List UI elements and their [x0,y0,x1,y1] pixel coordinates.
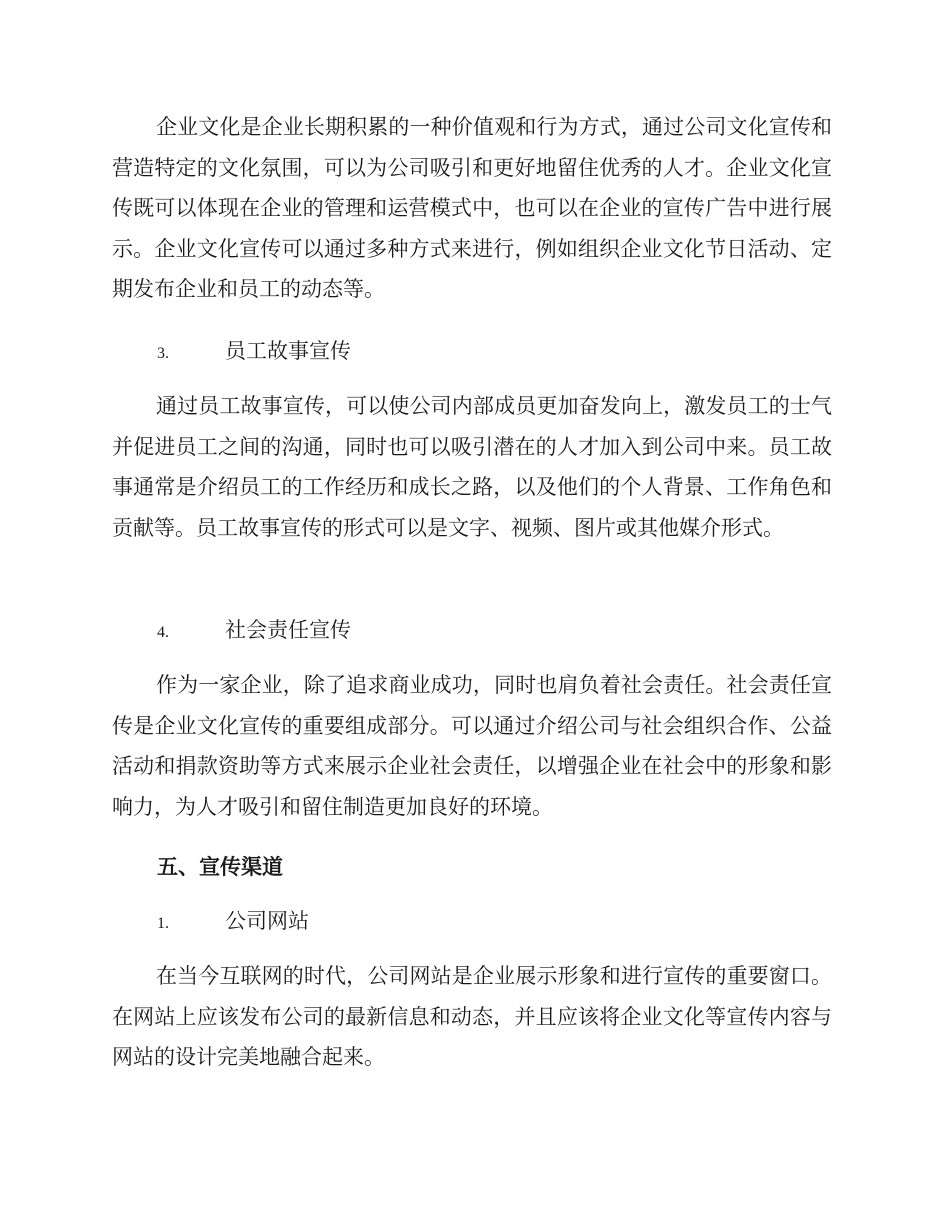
paragraph-corporate-culture: 企业文化是企业长期积累的一种价值观和行为方式，通过公司文化宣传和营造特定的文化氛围，可以为公司吸引和更好地留住优秀的人才。企业文化宣传既可以体现在企业的管理和运营模式中，也可以在企业的宣传广告中进行展示。企业文化宣传可以通过多种方式来进行，例如组织企业文化节日活动、定期发布企业和员工的动态等。 [112,115,832,302]
paragraph-employee-stories: 通过员工故事宣传，可以使公司内部成员更加奋发向上，激发员工的士气并促进员工之间的沟通，同时也可以吸引潜在的人才加入到公司中来。员工故事通常是介绍员工的工作经历和成长之路，以及他们的个人背景、工作角色和贡献等。员工故事宣传的形式可以是文字、视频、图片或其他媒介形式。 [112,394,832,540]
list-item-number: 1. [157,915,169,932]
paragraph-company-website: 在当今互联网的时代，公司网站是企业展示形象和进行宣传的重要窗口。在网站上应该发布公司的最新信息和动态，并且应该将企业文化等宣传内容与网站的设计完美地融合起来。 [112,964,832,1070]
section-heading-channels: 五、宣传渠道 [157,854,283,879]
paragraph-social-responsibility: 作为一家企业，除了追求商业成功，同时也肩负着社会责任。社会责任宣传是企业文化宣传的重要组成部分。可以通过介绍公司与社会组织合作、公益活动和捐款资助等方式来展示企业社会责任，以增强企业在社会中的形象和影响力，为人才吸引和留住制造更加良好的环境。 [112,673,832,819]
list-item-company-website [157,905,309,937]
list-item-employee-stories [157,335,351,367]
list-item-social-responsibility [157,614,351,646]
list-item-number: 4. [157,624,169,641]
list-item-title: 社会责任宣传 [225,618,351,642]
list-item-title: 公司网站 [225,909,309,933]
list-item-number: 3. [157,345,169,362]
list-item-title: 员工故事宣传 [225,339,351,363]
